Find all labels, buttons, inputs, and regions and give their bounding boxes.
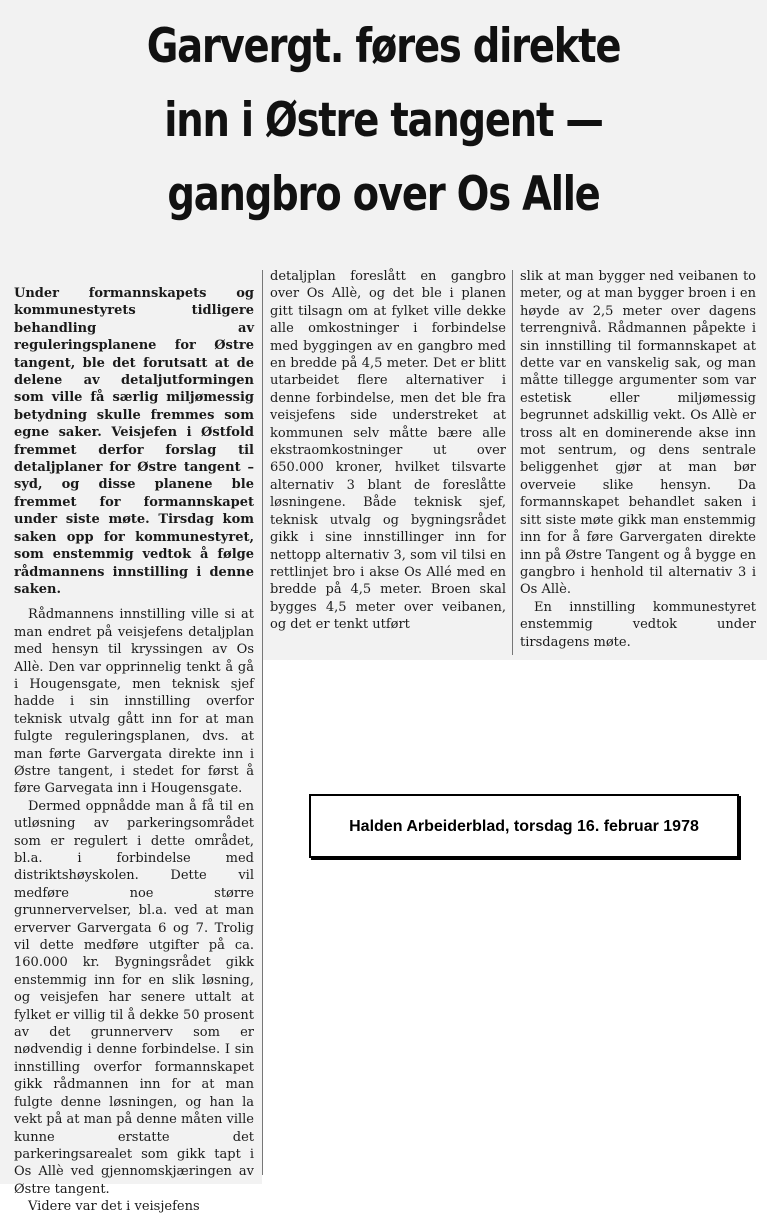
headline-line-3: gangbro over Os Alle [167, 167, 600, 222]
body-paragraph: Dermed oppnådde man å få til en utløsning av parkeringsområdet som er regulert i dette området, bl.a. i forbindelse med distriktshøyskolen. Dette vil medføre noe større grunnervervelser, bl.a. ved at man erverver Garvergata 6 og 7. Trolig vil dette medføre utgifter på ca. 160.000 kr. Bygningsrådet gikk enstemmig inn for en slik løsning, og veisjefen har senere uttalt at fylket er villig til å dekke 50 prosent av det grunnerverv som er nødvendig i denne forbindelse. I sin innstilling overfor formannskapet gikk rådmannen inn for at man fulgte denne løsningen, og han la vekt på at man på denne måten ville kunne erstatte det parkeringsarealet som gikk tapt i Os Allè ved gjennomskjæringen av Østre tangent. [14, 798, 254, 1197]
body-paragraph: En innstilling kommunestyret enstemmig vedtok under tirsdagens møte. [520, 599, 756, 650]
article-column-3 [520, 268, 756, 651]
column-divider [262, 655, 263, 1175]
body-paragraph: slik at man bygger ned veibanen to meter, og at man bygger broen i en høyde av 2,5 meter over dagens terrengnivå. Rådmannen påpekte i sin innstilling til formannskapet at dette var en vanskelig sak, og man måtte tillegge argumenter som var estetisk eller miljømessig begrunnet adskillig vekt. Os Allè er tross alt en dominerende akse inn mot sentrum, og dens sentrale beliggenhet gjør at man bør overveie slike hensyn. Da formannskapet behandlet saken i sitt siste møte gikk man enstemmig inn for å føre Garvergaten direkte inn på Østre Tangent og å bygge en gangbro i henhold til alternativ 3 i Os Allè. [520, 269, 756, 598]
body-paragraph: Rådmannens innstilling ville si at man endret på veisjefens detaljplan med hensyn til kryssingen av Os Allè. Den var opprinnelig tenkt å gå i Hougensgate, men teknisk sjef hadde i sin innstilling overfor teknisk utvalg gått inn for at man fulgte reguleringsplanen, dvs. at man førte Garvergata direkte inn i Østre tangent, i stedet for først å føre Garvegata inn i Hougensgate. [14, 607, 254, 797]
column-divider [262, 270, 263, 655]
column-divider [512, 270, 513, 655]
article-column-2 [270, 268, 506, 634]
article-column-1 [14, 285, 254, 1216]
body-paragraph: Videre var det i veisjefens [28, 1199, 200, 1215]
body-paragraph: detaljplan foreslått en gangbro over Os Allè, og det ble i planen gitt tilsagn om at fylket ville dekke alle omkostninger i forbindelse med byggingen av en gangbro med en bredde på 4,5 meter. Det er blitt utarbeidet flere alternativer i denne forbindelse, men det ble fra veisjefens side understreket at kommunen selv måtte bære alle ekstraomkostninger ut over 650.000 kroner, hvilket tilsvarte alternativ 3 blant de foreslåtte løsningene. Både teknisk sjef, teknisk utvalg og bygningsrådet gikk i sine innstillinger inn for nettopp alternativ 3, som vil tilsi en rettlinjet bro i akse Os Allé med en bredde på 4,5 meter. Broen skal bygges 4,5 meter over veibanen, og det er tenkt utført [270, 269, 506, 633]
source-caption-box [309, 794, 739, 858]
headline-line-1: Garvergt. føres direkte [146, 19, 621, 74]
lead-paragraph: Under formannskapets og kommunestyrets tidligere behandling av reguleringsplanene for Østre tangent, ble det forutsatt at de delene av detaljutformingen som ville få særlig miljømessig betydning skulle fremmes som egne saker. Veisjefen i Østfold fremmet derfor forslag til detaljplaner for Østre tangent – syd, og disse planene ble fremmet for formannskapet under siste møte. Tirsdag kom saken opp for kommunestyret, som enstemmig vedtok å følge rådmannens innstilling i denne saken. [14, 286, 254, 597]
source-caption: Halden Arbeiderblad, torsdag 16. februar 1978 [349, 817, 699, 835]
headline [69, 10, 698, 232]
headline-line-2: inn i Østre tangent — [164, 93, 603, 148]
